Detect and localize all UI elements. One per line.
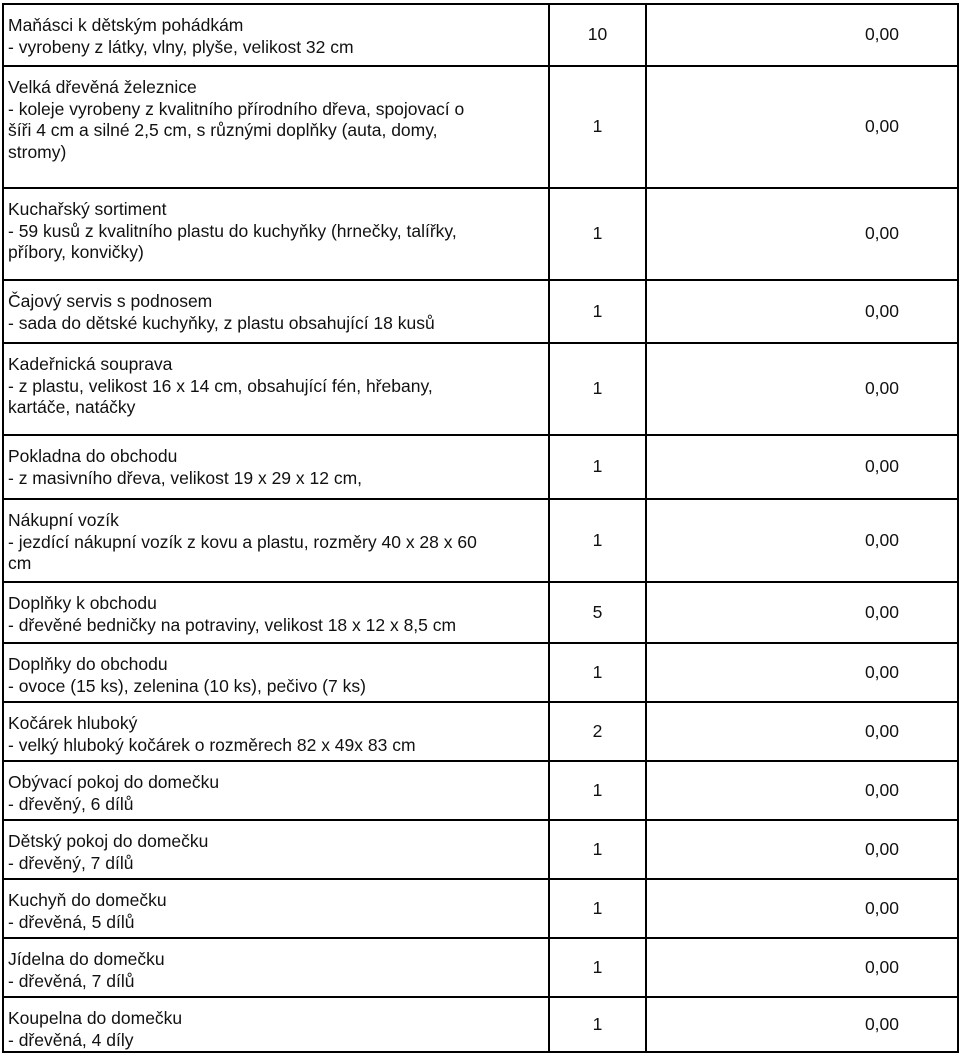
table-row <box>3 997 958 1052</box>
item-price: 0,00 <box>646 435 958 499</box>
item-quantity: 1 <box>549 820 646 879</box>
item-detail: - dřevěná, 4 díly <box>8 1029 134 1050</box>
item-description <box>3 997 549 1052</box>
item-description <box>3 4 549 66</box>
table-row <box>3 582 958 643</box>
table-row <box>3 280 958 343</box>
item-price: 0,00 <box>646 761 958 820</box>
table-row <box>3 879 958 938</box>
item-price: 0,00 <box>646 820 958 879</box>
item-title: Nákupní vozík <box>8 510 119 530</box>
item-title: Koupelna do domečku <box>8 1008 183 1028</box>
table-row <box>3 702 958 761</box>
item-detail: - ovoce (15 ks), zelenina (10 ks), pečivo (7 ks) <box>8 675 366 696</box>
table-row <box>3 643 958 702</box>
item-description <box>3 820 549 879</box>
table-row <box>3 343 958 435</box>
item-price: 0,00 <box>646 66 958 188</box>
item-detail: - velký hluboký kočárek o rozměrech 82 x 49x 83 cm <box>8 734 416 755</box>
item-price: 0,00 <box>646 702 958 761</box>
item-detail: - dřevěný, 6 dílů <box>8 793 134 814</box>
item-title: Dětský pokoj do domečku <box>8 831 209 851</box>
table-row <box>3 499 958 582</box>
item-detail-line: - jezdící nákupní vozík z kovu a plastu, rozměry 40 x 28 x 60 <box>8 531 477 552</box>
item-title: Kuchyň do domečku <box>8 890 167 910</box>
table-row <box>3 938 958 997</box>
item-detail-line: - z plastu, velikost 16 x 14 cm, obsahující fén, hřebany, <box>8 375 433 396</box>
item-quantity: 1 <box>549 499 646 582</box>
item-price: 0,00 <box>646 582 958 643</box>
item-description <box>3 188 549 280</box>
item-price: 0,00 <box>646 188 958 280</box>
item-title: Velká dřevěná železnice <box>8 77 197 97</box>
item-description <box>3 879 549 938</box>
item-quantity: 1 <box>549 879 646 938</box>
item-detail-line: příbory, konvičky) <box>8 242 144 262</box>
item-quantity: 10 <box>549 4 646 66</box>
item-detail: - dřevěný, 7 dílů <box>8 852 134 873</box>
item-price: 0,00 <box>646 4 958 66</box>
item-detail-line: šíři 4 cm a silné 2,5 cm, s různými doplňky (auta, domy, <box>8 120 438 140</box>
item-quantity: 1 <box>549 761 646 820</box>
item-description <box>3 582 549 643</box>
item-title: Čajový servis s podnosem <box>8 291 213 311</box>
item-title: Maňásci k dětským pohádkám <box>8 15 244 35</box>
table-row <box>3 820 958 879</box>
item-title: Obývací pokoj do domečku <box>8 772 220 792</box>
item-price: 0,00 <box>646 938 958 997</box>
item-title: Doplňky k obchodu <box>8 593 157 613</box>
item-detail-line: cm <box>8 553 32 573</box>
item-quantity: 2 <box>549 702 646 761</box>
item-price: 0,00 <box>646 643 958 702</box>
item-quantity: 1 <box>549 938 646 997</box>
item-description <box>3 343 549 435</box>
item-quantity: 5 <box>549 582 646 643</box>
item-title: Doplňky do obchodu <box>8 654 168 674</box>
item-title: Jídelna do domečku <box>8 949 165 969</box>
table-row <box>3 4 958 66</box>
item-detail-line: stromy) <box>8 141 67 162</box>
item-description <box>3 938 549 997</box>
item-detail-line: - 59 kusů z kvalitního plastu do kuchyňky (hrnečky, talířky, <box>8 220 457 241</box>
item-description <box>3 702 549 761</box>
item-quantity: 1 <box>549 188 646 280</box>
item-quantity: 1 <box>549 343 646 435</box>
table-row <box>3 435 958 499</box>
items-table <box>2 3 959 1053</box>
item-price: 0,00 <box>646 343 958 435</box>
item-detail: - sada do dětské kuchyňky, z plastu obsahující 18 kusů <box>8 312 435 333</box>
table-row <box>3 188 958 280</box>
item-description <box>3 435 549 499</box>
item-detail-line: - koleje vyrobeny z kvalitního přírodního dřeva, spojovací o <box>8 98 465 119</box>
item-title: Pokladna do obchodu <box>8 446 178 466</box>
item-quantity: 1 <box>549 643 646 702</box>
item-description <box>3 643 549 702</box>
item-price: 0,00 <box>646 499 958 582</box>
item-description <box>3 66 549 188</box>
item-quantity: 1 <box>549 997 646 1052</box>
item-price: 0,00 <box>646 280 958 343</box>
item-price: 0,00 <box>646 997 958 1052</box>
item-quantity: 1 <box>549 435 646 499</box>
item-quantity: 1 <box>549 280 646 343</box>
item-title: Kočárek hluboký <box>8 713 138 733</box>
item-price: 0,00 <box>646 879 958 938</box>
table-row <box>3 66 958 188</box>
item-title: Kuchařský sortiment <box>8 199 167 219</box>
item-detail: - z masivního dřeva, velikost 19 x 29 x 12 cm, <box>8 467 363 488</box>
item-quantity: 1 <box>549 66 646 188</box>
item-detail: - dřevěná, 7 dílů <box>8 970 135 991</box>
item-description <box>3 280 549 343</box>
item-detail-line: kartáče, natáčky <box>8 397 136 417</box>
item-description <box>3 499 549 582</box>
item-detail: - vyrobeny z látky, vlny, plyše, velikost 32 cm <box>8 36 354 57</box>
item-detail: - dřevěné bedničky na potraviny, velikost 18 x 12 x 8,5 cm <box>8 614 457 635</box>
item-detail: - dřevěná, 5 dílů <box>8 911 135 932</box>
table-row <box>3 761 958 820</box>
item-title: Kadeřnická souprava <box>8 354 173 374</box>
item-description <box>3 761 549 820</box>
